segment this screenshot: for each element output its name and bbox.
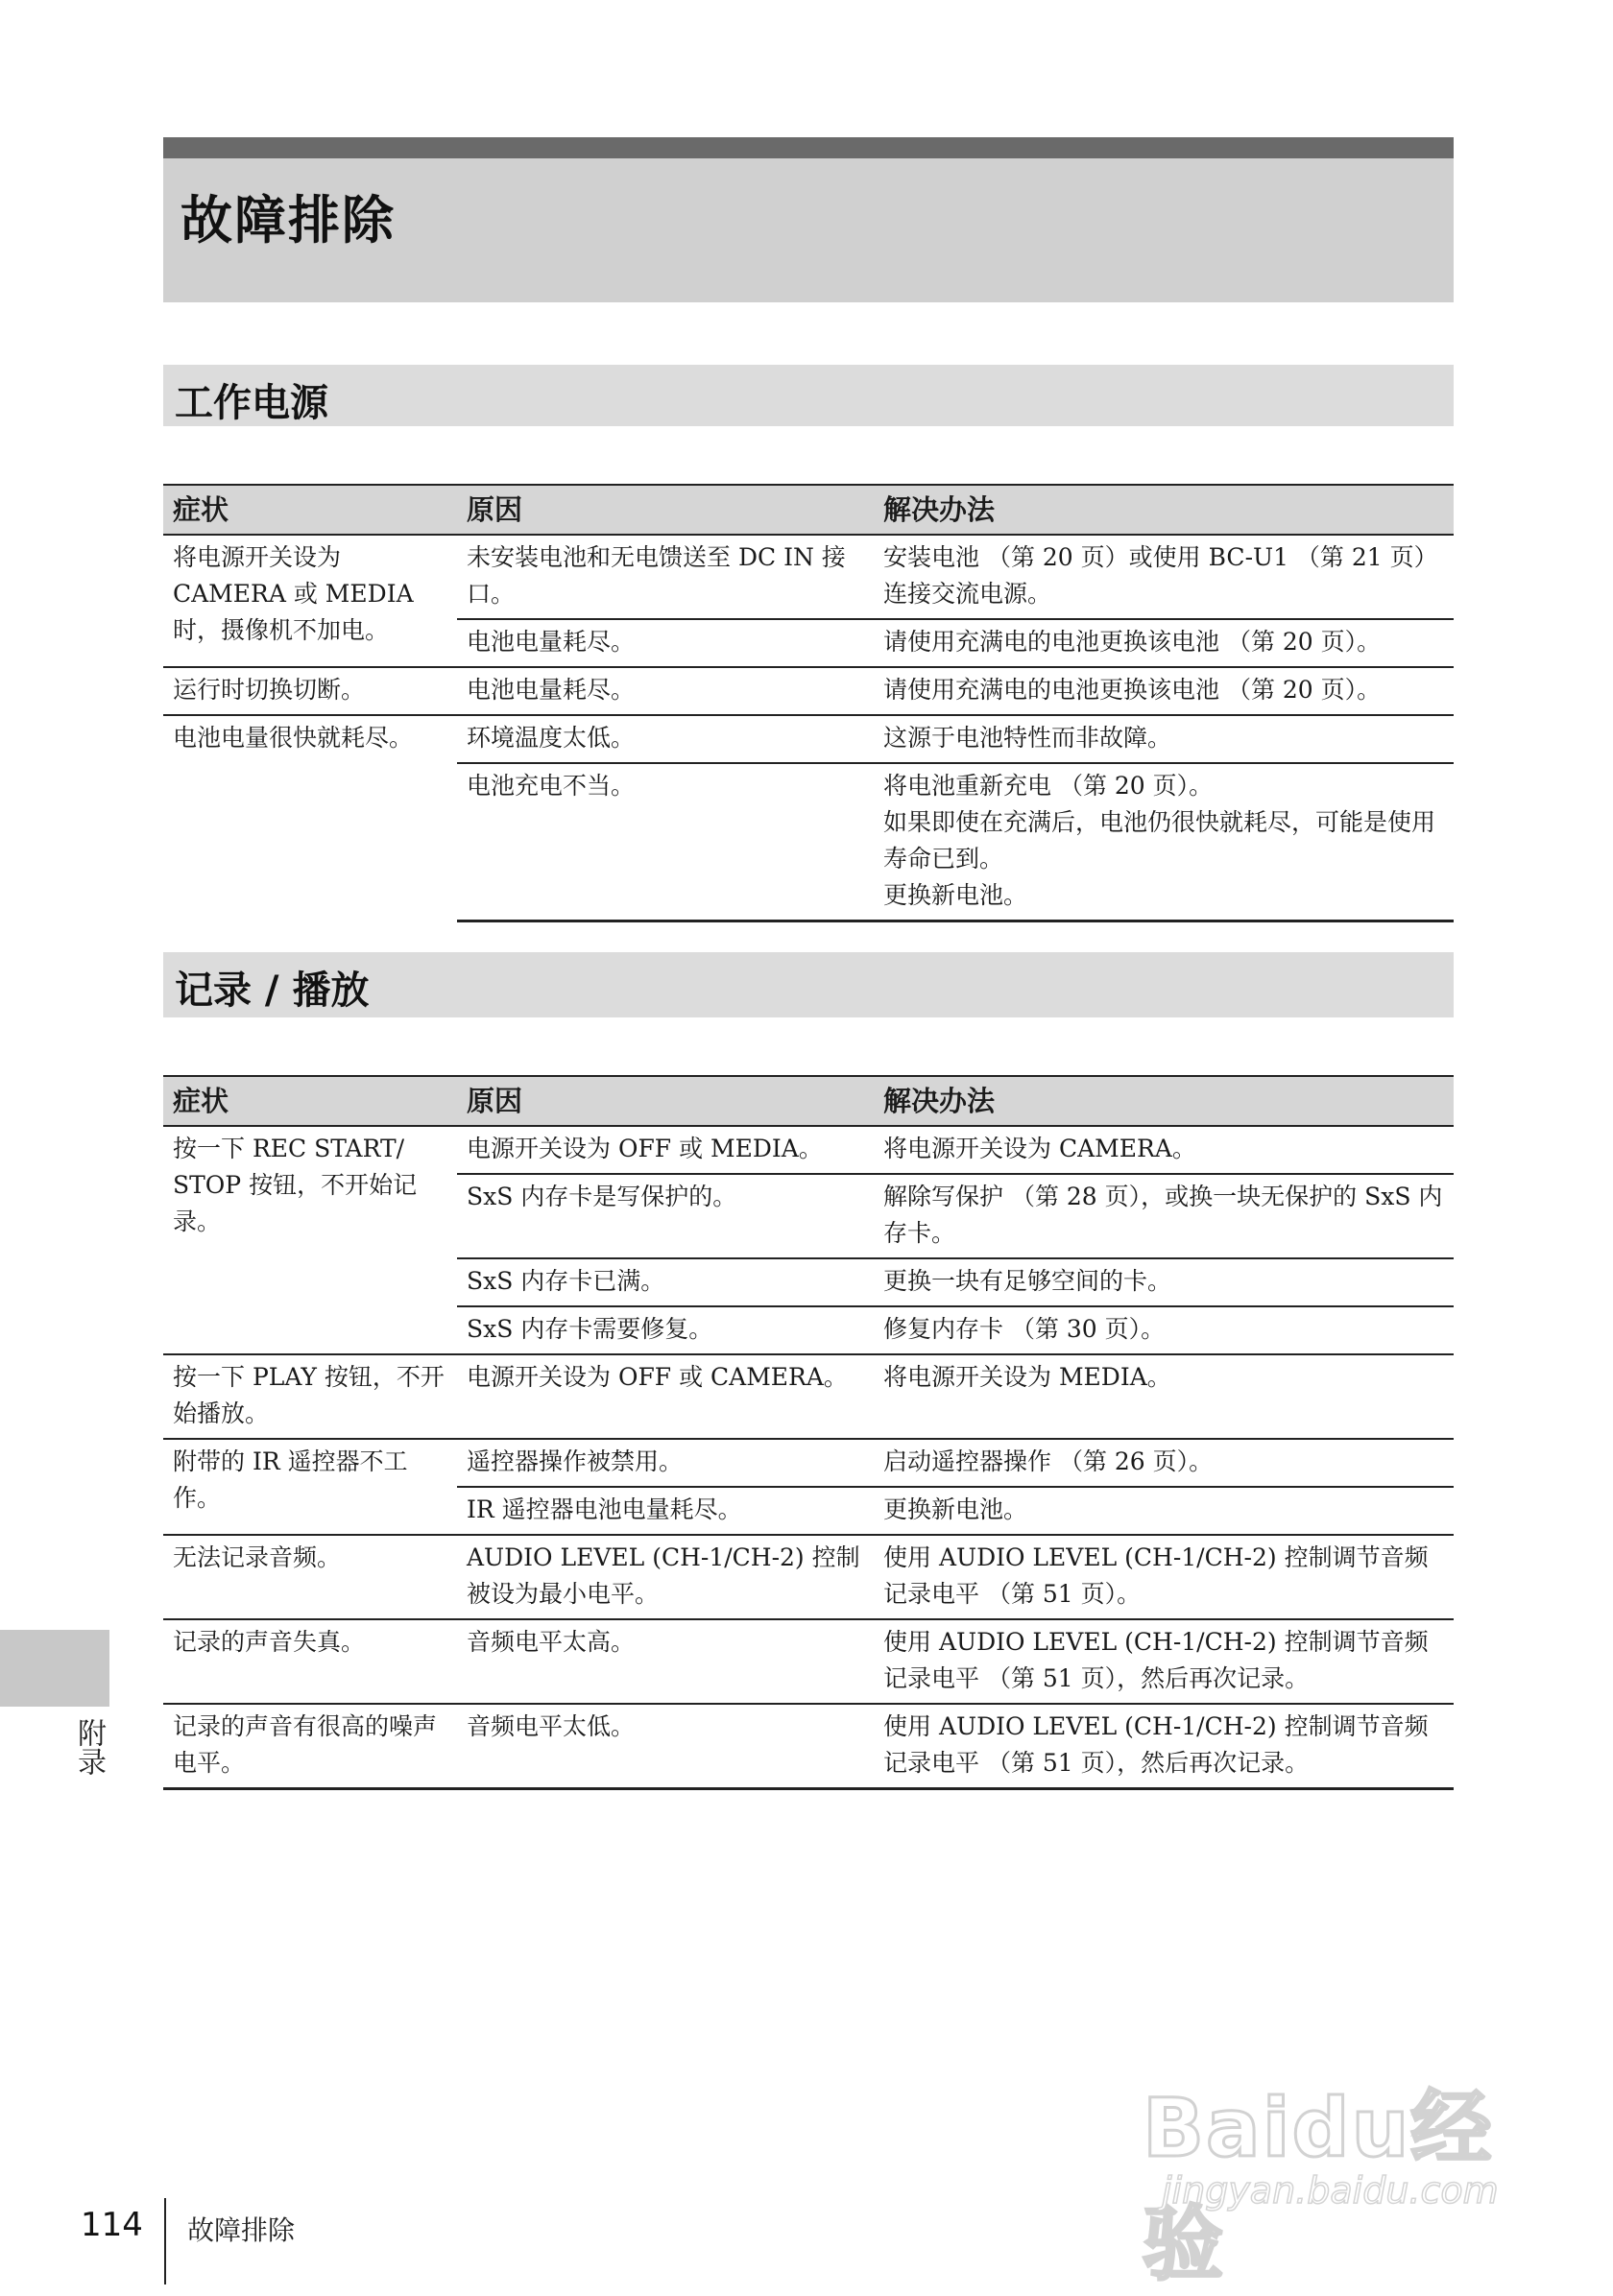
remedy-line: 更换新电池。 <box>883 881 1028 909</box>
symptom-cell: 将电源开关设为 CAMERA 或 MEDIA 时，摄像机不加电。 <box>163 535 457 667</box>
page-number: 114 <box>81 2206 143 2244</box>
symptom-cell: 附带的 IR 遥控器不工作。 <box>163 1439 457 1535</box>
table-row <box>163 1619 1454 1704</box>
footer-title: 故障排除 <box>187 2214 296 2246</box>
symptom-cell: 记录的声音失真。 <box>163 1619 457 1704</box>
page-title-banner <box>163 137 1454 302</box>
watermark-logo: Baidu经验 <box>1143 2081 1494 2291</box>
remedy-cell: 更换一块有足够空间的卡。 <box>874 1258 1454 1306</box>
remedy-cell: 使用 AUDIO LEVEL (CH-1/CH-2) 控制调节音频记录电平 （第 51 页），然后再次记录。 <box>874 1619 1454 1704</box>
table-header-row <box>163 485 1454 535</box>
section-title: 记录 / 播放 <box>175 969 370 1013</box>
cause-cell: SxS 内存卡已满。 <box>457 1258 874 1306</box>
cause-cell: 环境温度太低。 <box>457 715 874 763</box>
table-row <box>163 715 1454 763</box>
table-row <box>163 1535 1454 1619</box>
cause-cell: 电池电量耗尽。 <box>457 667 874 715</box>
cause-cell: 音频电平太高。 <box>457 1619 874 1704</box>
remedy-cell <box>874 763 1454 921</box>
cause-cell: 电源开关设为 OFF 或 MEDIA。 <box>457 1126 874 1174</box>
section-title: 工作电源 <box>175 381 328 425</box>
record-playback-troubleshooting-table <box>163 1075 1454 1790</box>
table-header-row <box>163 1076 1454 1126</box>
remedy-cell: 使用 AUDIO LEVEL (CH-1/CH-2) 控制调节音频记录电平 （第 51 页）。 <box>874 1535 1454 1619</box>
column-header-remedy: 解决办法 <box>874 1076 1454 1126</box>
table-row <box>163 1439 1454 1487</box>
remedy-cell: 更换新电池。 <box>874 1487 1454 1535</box>
remedy-cell: 请使用充满电的电池更换该电池 （第 20 页）。 <box>874 619 1454 667</box>
remedy-cell: 请使用充满电的电池更换该电池 （第 20 页）。 <box>874 667 1454 715</box>
chapter-side-tab <box>0 1630 109 1707</box>
table-row <box>163 1704 1454 1789</box>
table-row <box>163 1126 1454 1174</box>
column-header-remedy: 解决办法 <box>874 485 1454 535</box>
cause-cell: AUDIO LEVEL (CH-1/CH-2) 控制被设为最小电平。 <box>457 1535 874 1619</box>
remedy-line: 如果即使在充满后，电池仍很快就耗尽，可能是使用寿命已到。 <box>883 808 1436 873</box>
remedy-cell: 这源于电池特性而非故障。 <box>874 715 1454 763</box>
remedy-cell: 安装电池 （第 20 页）或使用 BC-U1 （第 21 页）连接交流电源。 <box>874 535 1454 619</box>
cause-cell: 电源开关设为 OFF 或 CAMERA。 <box>457 1354 874 1439</box>
column-header-cause: 原因 <box>457 1076 874 1126</box>
remedy-line: 将电池重新充电 （第 20 页）。 <box>883 772 1214 800</box>
column-header-cause: 原因 <box>457 485 874 535</box>
column-header-symptom: 症状 <box>163 485 457 535</box>
cause-cell: 电池电量耗尽。 <box>457 619 874 667</box>
table-row <box>163 535 1454 619</box>
symptom-cell: 无法记录音频。 <box>163 1535 457 1619</box>
power-troubleshooting-table <box>163 484 1454 922</box>
remedy-cell: 将电源开关设为 CAMERA。 <box>874 1126 1454 1174</box>
cause-cell: IR 遥控器电池电量耗尽。 <box>457 1487 874 1535</box>
cause-cell: SxS 内存卡需要修复。 <box>457 1306 874 1354</box>
remedy-cell: 将电源开关设为 MEDIA。 <box>874 1354 1454 1439</box>
cause-cell: 遥控器操作被禁用。 <box>457 1439 874 1487</box>
remedy-cell: 使用 AUDIO LEVEL (CH-1/CH-2) 控制调节音频记录电平 （第 51 页），然后再次记录。 <box>874 1704 1454 1789</box>
cause-cell: 音频电平太低。 <box>457 1704 874 1789</box>
column-header-symptom: 症状 <box>163 1076 457 1126</box>
watermark-url: jingyan.baidu.com <box>1162 2169 1499 2212</box>
section-heading-record-playback <box>163 952 1454 1017</box>
symptom-cell: 记录的声音有很高的噪声电平。 <box>163 1704 457 1789</box>
cause-cell: SxS 内存卡是写保护的。 <box>457 1174 874 1258</box>
baidu-watermark <box>1143 2064 1527 2291</box>
symptom-cell: 运行时切换切断。 <box>163 667 457 715</box>
table-row <box>163 1354 1454 1439</box>
remedy-cell: 修复内存卡 （第 30 页）。 <box>874 1306 1454 1354</box>
cause-cell: 电池充电不当。 <box>457 763 874 921</box>
remedy-cell: 解除写保护 （第 28 页），或换一块无保护的 SxS 内存卡。 <box>874 1174 1454 1258</box>
symptom-cell: 按一下 PLAY 按钮，不开始播放。 <box>163 1354 457 1439</box>
symptom-cell: 按一下 REC START/ STOP 按钮，不开始记录。 <box>163 1126 457 1354</box>
table-row <box>163 667 1454 715</box>
page-title: 故障排除 <box>181 190 396 251</box>
chapter-side-label: 附录 <box>72 1718 106 1776</box>
cause-cell: 未安装电池和无电馈送至 DC IN 接口。 <box>457 535 874 619</box>
footer-divider <box>164 2198 166 2284</box>
symptom-cell: 电池电量很快就耗尽。 <box>163 715 457 921</box>
section-heading-power <box>163 365 1454 426</box>
remedy-cell: 启动遥控器操作 （第 26 页）。 <box>874 1439 1454 1487</box>
